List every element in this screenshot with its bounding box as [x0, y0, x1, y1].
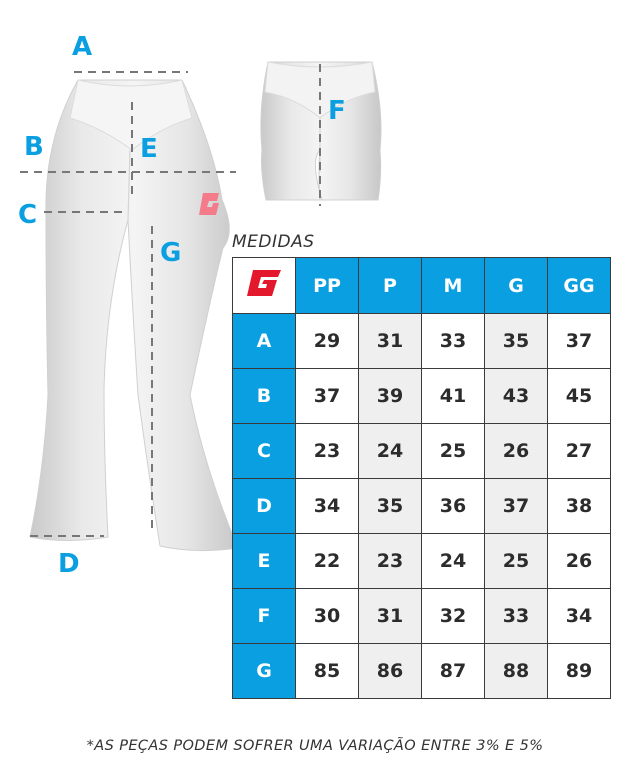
- label-measure-g: G: [160, 238, 182, 268]
- row-header: E: [233, 534, 296, 589]
- col-header-m: M: [422, 258, 485, 314]
- table-row: [233, 314, 611, 369]
- label-measure-a: A: [72, 32, 93, 62]
- table-cell: 30: [296, 589, 359, 644]
- table-cell: 89: [548, 644, 611, 699]
- row-header: F: [233, 589, 296, 644]
- table-cell: 35: [485, 314, 548, 369]
- table-cell: 26: [548, 534, 611, 589]
- row-header: A: [233, 314, 296, 369]
- label-measure-f: F: [328, 96, 346, 126]
- table-cell: 88: [485, 644, 548, 699]
- table-cell: 86: [359, 644, 422, 699]
- table-cell: 34: [296, 479, 359, 534]
- table-cell: 41: [422, 369, 485, 424]
- table-cell: 31: [359, 314, 422, 369]
- table-cell: 25: [485, 534, 548, 589]
- row-header: D: [233, 479, 296, 534]
- table-cell: 37: [296, 369, 359, 424]
- variation-footnote: *AS PEÇAS PODEM SOFRER UMA VARIAÇÃO ENTRE 3% E 5%: [86, 738, 544, 754]
- col-header-g: G: [485, 258, 548, 314]
- table-cell: 87: [422, 644, 485, 699]
- label-measure-e: E: [140, 134, 158, 164]
- table-cell: 34: [548, 589, 611, 644]
- table-cell: 85: [296, 644, 359, 699]
- table-cell: 23: [359, 534, 422, 589]
- table-cell: 43: [485, 369, 548, 424]
- table-cell: 24: [422, 534, 485, 589]
- col-header-gg: GG: [548, 258, 611, 314]
- label-measure-d: D: [58, 549, 80, 579]
- brand-g-logo-icon: [247, 270, 281, 296]
- table-cell: 22: [296, 534, 359, 589]
- col-header-pp: PP: [296, 258, 359, 314]
- table-cell: 37: [548, 314, 611, 369]
- table-header-row: [233, 258, 611, 314]
- pants-front: [30, 80, 238, 551]
- row-header: B: [233, 369, 296, 424]
- row-header: G: [233, 644, 296, 699]
- table-row: [233, 589, 611, 644]
- label-measure-c: C: [18, 200, 38, 230]
- table-cell: 25: [422, 424, 485, 479]
- label-measure-b: B: [24, 132, 44, 162]
- table-cell: 27: [548, 424, 611, 479]
- table-cell: 37: [485, 479, 548, 534]
- table-cell: 36: [422, 479, 485, 534]
- col-header-p: P: [359, 258, 422, 314]
- row-header: C: [233, 424, 296, 479]
- table-cell: 23: [296, 424, 359, 479]
- table-cell: 38: [548, 479, 611, 534]
- table-cell: 32: [422, 589, 485, 644]
- table-cell: 24: [359, 424, 422, 479]
- table-cell: 35: [359, 479, 422, 534]
- table-cell: 26: [485, 424, 548, 479]
- table-row: [233, 644, 611, 699]
- table-title: MEDIDAS: [232, 232, 315, 252]
- table-cell: 29: [296, 314, 359, 369]
- table-row: [233, 369, 611, 424]
- table-row: [233, 479, 611, 534]
- table-row: [233, 424, 611, 479]
- table-cell: 39: [359, 369, 422, 424]
- table-corner-logo: [233, 258, 296, 314]
- table-cell: 31: [359, 589, 422, 644]
- size-table: [232, 257, 611, 699]
- table-cell: 33: [422, 314, 485, 369]
- table-cell: 45: [548, 369, 611, 424]
- table-row: [233, 534, 611, 589]
- table-cell: 33: [485, 589, 548, 644]
